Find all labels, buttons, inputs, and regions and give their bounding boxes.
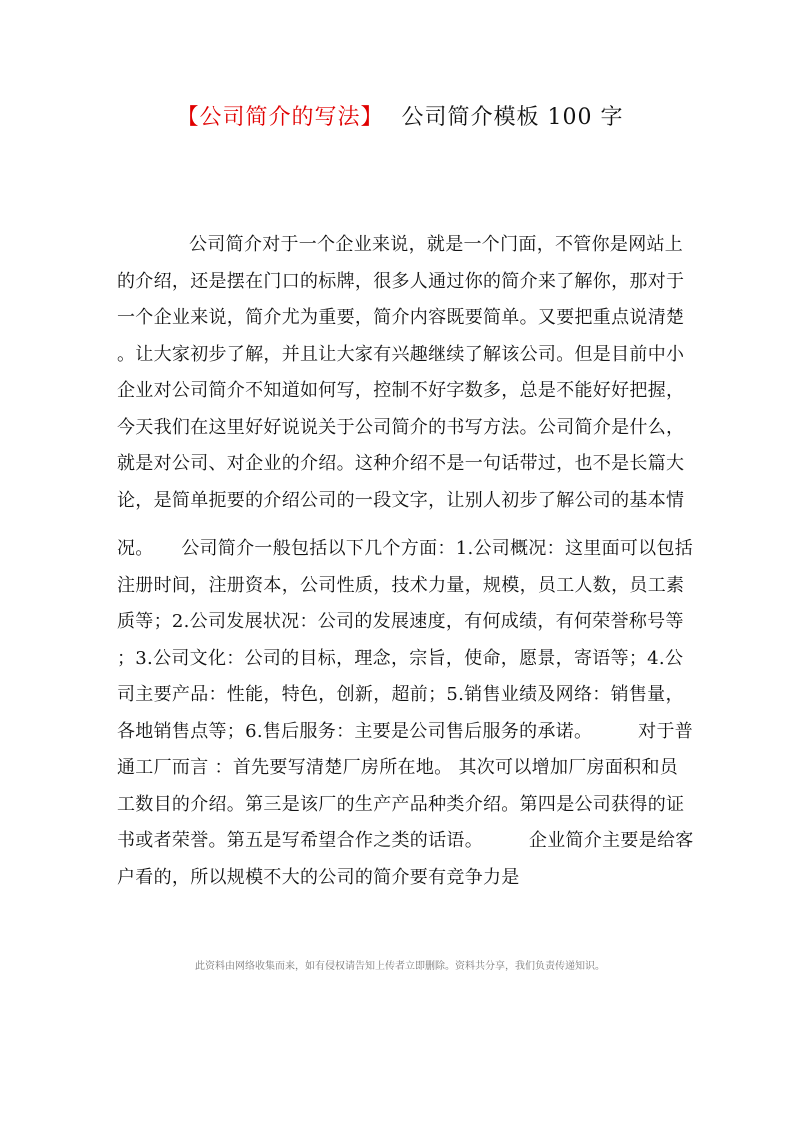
body-line: 工数目的介绍。第三是该厂的生产产品种类介绍。第四是公司获得的证 xyxy=(117,793,685,815)
body-line: 书或者荣誉。第五是写希望合作之类的话语。 企业简介主要是给客 xyxy=(117,830,694,851)
body-line: 司主要产品：性能，特色，创新，超前；5.销售业绩及网络：销售量， xyxy=(117,684,684,705)
body-line: 质等；2.公司发展状况：公司的发展速度，有何成绩，有何荣誉称号等 xyxy=(117,611,684,632)
body-line: 论，是简单扼要的介绍公司的一段文字，让别人初步了解公司的基本情 xyxy=(117,489,685,511)
footer-disclaimer: 此资料由网络收集而来，如有侵权请告知上传者立即删除。资料共分享，我们负责传递知识。 xyxy=(195,961,605,972)
body-line: ；3.公司文化：公司的目标，理念，宗旨，使命，愿景，寄语等；4.公 xyxy=(117,647,684,669)
page-title xyxy=(0,103,800,133)
body-line: 公司简介对于一个企业来说，就是一个门面，不管你是网站上 xyxy=(189,234,684,255)
title-main: 公司简介模板 100 字 xyxy=(401,105,624,130)
body-line: 就是对公司、对企业的介绍。这种介绍不是一句话带过，也不是长篇大 xyxy=(117,453,685,474)
body-line: 一个企业来说，简介尤为重要，简介内容既要简单。又要把重点说清楚 xyxy=(117,307,685,328)
title-bracket: 【公司简介的写法】 xyxy=(176,105,384,130)
body-line: 况。 公司简介一般包括以下几个方面：1.公司概况：这里面可以包括 xyxy=(117,538,694,559)
body-line: 今天我们在这里好好说说关于公司简介的书写方法。公司简介是什么， xyxy=(117,416,685,438)
body-line: 各地销售点等；6.售后服务：主要是公司售后服务的承诺。 对于普 xyxy=(117,720,694,742)
body-line: 。让大家初步了解，并且让大家有兴趣继续了解该公司。但是目前中小 xyxy=(117,343,685,365)
body-line: 企业对公司简介不知道如何写，控制不好字数多，总是不能好好把握， xyxy=(117,380,685,401)
body-text xyxy=(117,227,697,896)
body-line: 通工厂而言 ：首先要写清楚厂房所在地。 其次可以增加厂房面积和员 xyxy=(117,757,679,778)
body-line: 户看的，所以规模不大的公司的简介要有竞争力是 xyxy=(117,866,520,888)
body-line: 的介绍，还是摆在门口的标牌，很多人通过你的简介来了解你，那对于 xyxy=(117,270,685,292)
body-line: 注册时间，注册资本，公司性质，技术力量，规模，员工人数，员工素 xyxy=(117,574,685,596)
